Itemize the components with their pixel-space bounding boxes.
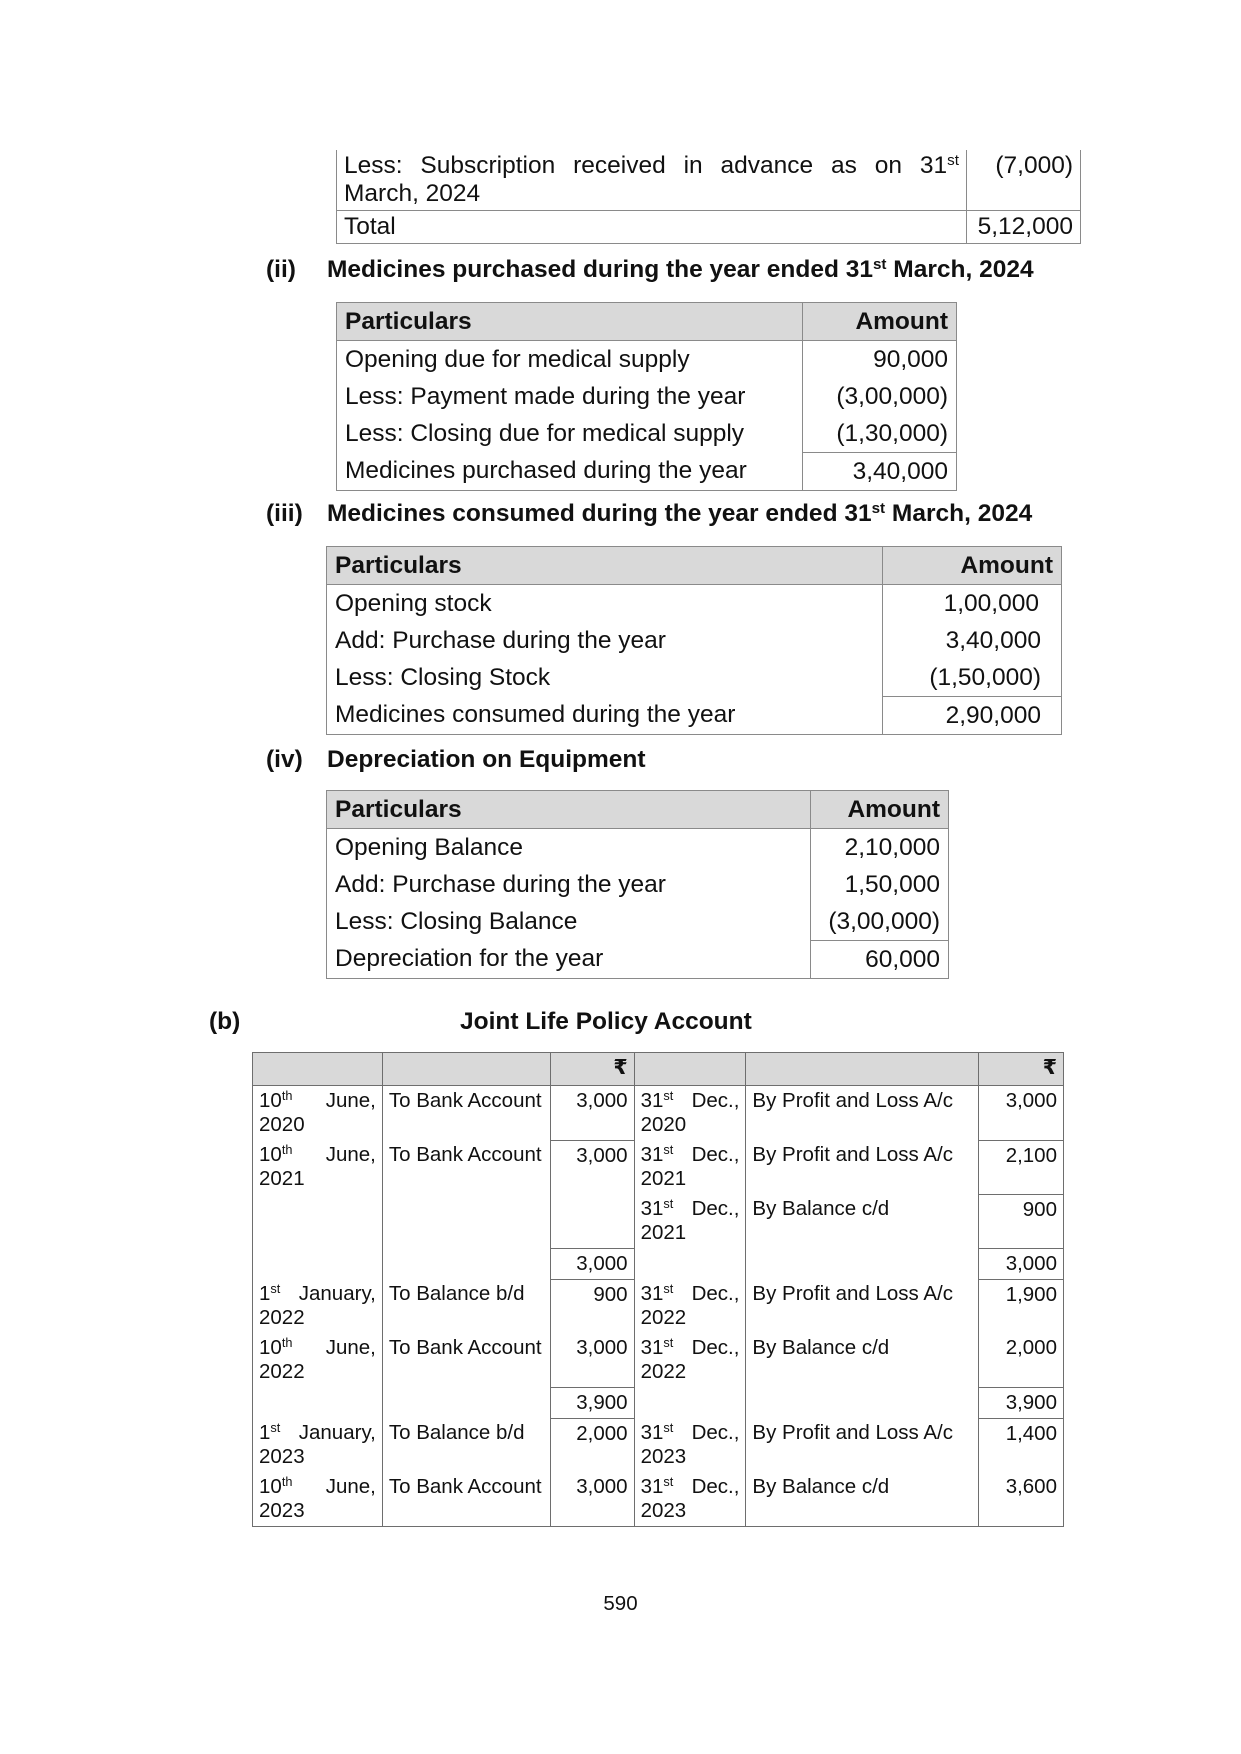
debit-amount: 3,000 — [550, 1086, 634, 1141]
ledger-row — [253, 1140, 1064, 1194]
table-row — [327, 903, 949, 941]
credit-date: 31st Dec., 2021 — [634, 1140, 746, 1194]
table-cell: Less: Payment made during the year — [337, 378, 803, 415]
ledger-row — [253, 1086, 1064, 1141]
table-cell: 1,00,000 — [883, 585, 1062, 623]
total-amount: 5,12,000 — [967, 211, 1081, 244]
debit-amount: 3,000 — [550, 1333, 634, 1387]
credit-amount: 1,900 — [979, 1279, 1064, 1333]
column-header: Amount — [803, 303, 957, 341]
empty-cell — [746, 1248, 979, 1279]
section-number: (iii) — [266, 500, 303, 527]
subscription-table — [336, 150, 1081, 244]
debit-particulars: To Bank Account — [382, 1140, 550, 1194]
table-cell: 3,40,000 — [803, 453, 957, 491]
debit-date — [253, 1194, 383, 1248]
debit-particulars: To Balance b/d — [382, 1279, 550, 1333]
debit-date: 10th June, 2020 — [253, 1086, 383, 1141]
empty-cell — [382, 1387, 550, 1418]
table-header-row — [337, 303, 957, 341]
table-cell: Opening due for medical supply — [337, 341, 803, 379]
header-cell — [382, 1053, 550, 1086]
medicines-consumed-table — [326, 546, 1062, 735]
credit-amount: 3,600 — [979, 1472, 1064, 1527]
depreciation-table — [326, 790, 949, 979]
section-title: Depreciation on Equipment — [327, 746, 646, 773]
table-cell: 60,000 — [811, 941, 949, 979]
part-label: (b) — [209, 1008, 241, 1035]
credit-particulars: By Profit and Loss A/c — [746, 1418, 979, 1472]
medicines-purchased-table — [336, 302, 957, 491]
empty-cell — [746, 1387, 979, 1418]
table-row — [327, 659, 1062, 697]
header-cell — [746, 1053, 979, 1086]
credit-date: 31st Dec., 2022 — [634, 1279, 746, 1333]
table-cell: Depreciation for the year — [327, 941, 811, 979]
table-row — [337, 453, 957, 491]
column-header: Amount — [883, 547, 1062, 585]
table-cell: Less: Closing Stock — [327, 659, 883, 697]
header-cell — [634, 1053, 746, 1086]
table-row — [337, 415, 957, 453]
ledger-total-row — [253, 1248, 1064, 1279]
debit-amount: 2,000 — [550, 1418, 634, 1472]
total-label: Total — [337, 211, 967, 244]
credit-amount: 2,100 — [979, 1140, 1064, 1194]
credit-total: 3,000 — [979, 1248, 1064, 1279]
credit-particulars: By Profit and Loss A/c — [746, 1140, 979, 1194]
credit-date: 31st Dec., 2022 — [634, 1333, 746, 1387]
table-cell: Opening Balance — [327, 829, 811, 867]
credit-date: 31st Dec., 2023 — [634, 1472, 746, 1527]
table-row — [337, 211, 1081, 244]
table-row — [337, 378, 957, 415]
debit-date: 10th June, 2022 — [253, 1333, 383, 1387]
table-cell: Add: Purchase during the year — [327, 866, 811, 903]
table-cell: (1,30,000) — [803, 415, 957, 453]
section-number: (ii) — [266, 256, 296, 283]
debit-particulars: To Bank Account — [382, 1472, 550, 1527]
empty-cell — [382, 1248, 550, 1279]
row-description: Less: Subscription received in advance as on 31st March, 2024 — [337, 150, 967, 211]
table-cell: Medicines purchased during the year — [337, 453, 803, 491]
debit-total: 3,000 — [550, 1248, 634, 1279]
credit-particulars: By Profit and Loss A/c — [746, 1086, 979, 1141]
debit-date: 10th June, 2023 — [253, 1472, 383, 1527]
column-header: Particulars — [327, 547, 883, 585]
credit-date: 31st Dec., 2021 — [634, 1194, 746, 1248]
table-cell: Opening stock — [327, 585, 883, 623]
ledger-row — [253, 1194, 1064, 1248]
ledger-header-row — [253, 1053, 1064, 1086]
empty-cell — [253, 1387, 383, 1418]
table-row — [327, 866, 949, 903]
ledger-total-row — [253, 1387, 1064, 1418]
table-cell: Add: Purchase during the year — [327, 622, 883, 659]
empty-cell — [634, 1248, 746, 1279]
debit-amount: 3,000 — [550, 1472, 634, 1527]
table-cell: Medicines consumed during the year — [327, 697, 883, 735]
column-header: Amount — [811, 791, 949, 829]
column-header: Particulars — [327, 791, 811, 829]
credit-total: 3,900 — [979, 1387, 1064, 1418]
joint-life-policy-ledger — [252, 1052, 1064, 1527]
table-cell: 1,50,000 — [811, 866, 949, 903]
debit-particulars: To Balance b/d — [382, 1418, 550, 1472]
debit-particulars — [382, 1194, 550, 1248]
credit-amount: 3,000 — [979, 1086, 1064, 1141]
table-cell: (1,50,000) — [883, 659, 1062, 697]
currency-symbol: ₹ — [979, 1053, 1064, 1086]
debit-amount: 3,000 — [550, 1140, 634, 1194]
ledger-row — [253, 1472, 1064, 1527]
credit-particulars: By Profit and Loss A/c — [746, 1279, 979, 1333]
table-row — [337, 341, 957, 379]
credit-particulars: By Balance c/d — [746, 1333, 979, 1387]
table-row — [327, 829, 949, 867]
credit-particulars: By Balance c/d — [746, 1472, 979, 1527]
section-title: Medicines purchased during the year ended 31st March, 2024 — [327, 255, 1034, 283]
table-cell: 2,10,000 — [811, 829, 949, 867]
column-header: Particulars — [337, 303, 803, 341]
header-cell — [253, 1053, 383, 1086]
table-header-row — [327, 791, 949, 829]
table-cell: 2,90,000 — [883, 697, 1062, 735]
page-number: 590 — [603, 1592, 638, 1615]
credit-date: 31st Dec., 2023 — [634, 1418, 746, 1472]
debit-date: 1st January, 2022 — [253, 1279, 383, 1333]
debit-date: 1st January, 2023 — [253, 1418, 383, 1472]
credit-particulars: By Balance c/d — [746, 1194, 979, 1248]
credit-amount: 900 — [979, 1194, 1064, 1248]
credit-amount: 2,000 — [979, 1333, 1064, 1387]
empty-cell — [634, 1387, 746, 1418]
table-cell: 90,000 — [803, 341, 957, 379]
currency-symbol: ₹ — [550, 1053, 634, 1086]
credit-date: 31st Dec., 2020 — [634, 1086, 746, 1141]
ledger-row — [253, 1279, 1064, 1333]
table-row — [327, 585, 1062, 623]
debit-particulars: To Bank Account — [382, 1333, 550, 1387]
table-cell: 3,40,000 — [883, 622, 1062, 659]
table-cell: Less: Closing Balance — [327, 903, 811, 941]
empty-cell — [253, 1248, 383, 1279]
debit-particulars: To Bank Account — [382, 1086, 550, 1141]
table-row — [327, 622, 1062, 659]
ledger-row — [253, 1333, 1064, 1387]
ledger-row — [253, 1418, 1064, 1472]
table-cell: (3,00,000) — [803, 378, 957, 415]
section-title: Medicines consumed during the year ended 31st March, 2024 — [327, 499, 1033, 527]
table-cell: Less: Closing due for medical supply — [337, 415, 803, 453]
debit-date: 10th June, 2021 — [253, 1140, 383, 1194]
credit-amount: 1,400 — [979, 1418, 1064, 1472]
table-cell: (3,00,000) — [811, 903, 949, 941]
debit-amount — [550, 1194, 634, 1248]
table-row — [327, 941, 949, 979]
row-amount: (7,000) — [967, 150, 1081, 211]
table-header-row — [327, 547, 1062, 585]
section-number: (iv) — [266, 746, 303, 773]
table-row — [337, 150, 1081, 211]
ledger-title: Joint Life Policy Account — [460, 1008, 752, 1035]
table-row — [327, 697, 1062, 735]
debit-amount: 900 — [550, 1279, 634, 1333]
debit-total: 3,900 — [550, 1387, 634, 1418]
